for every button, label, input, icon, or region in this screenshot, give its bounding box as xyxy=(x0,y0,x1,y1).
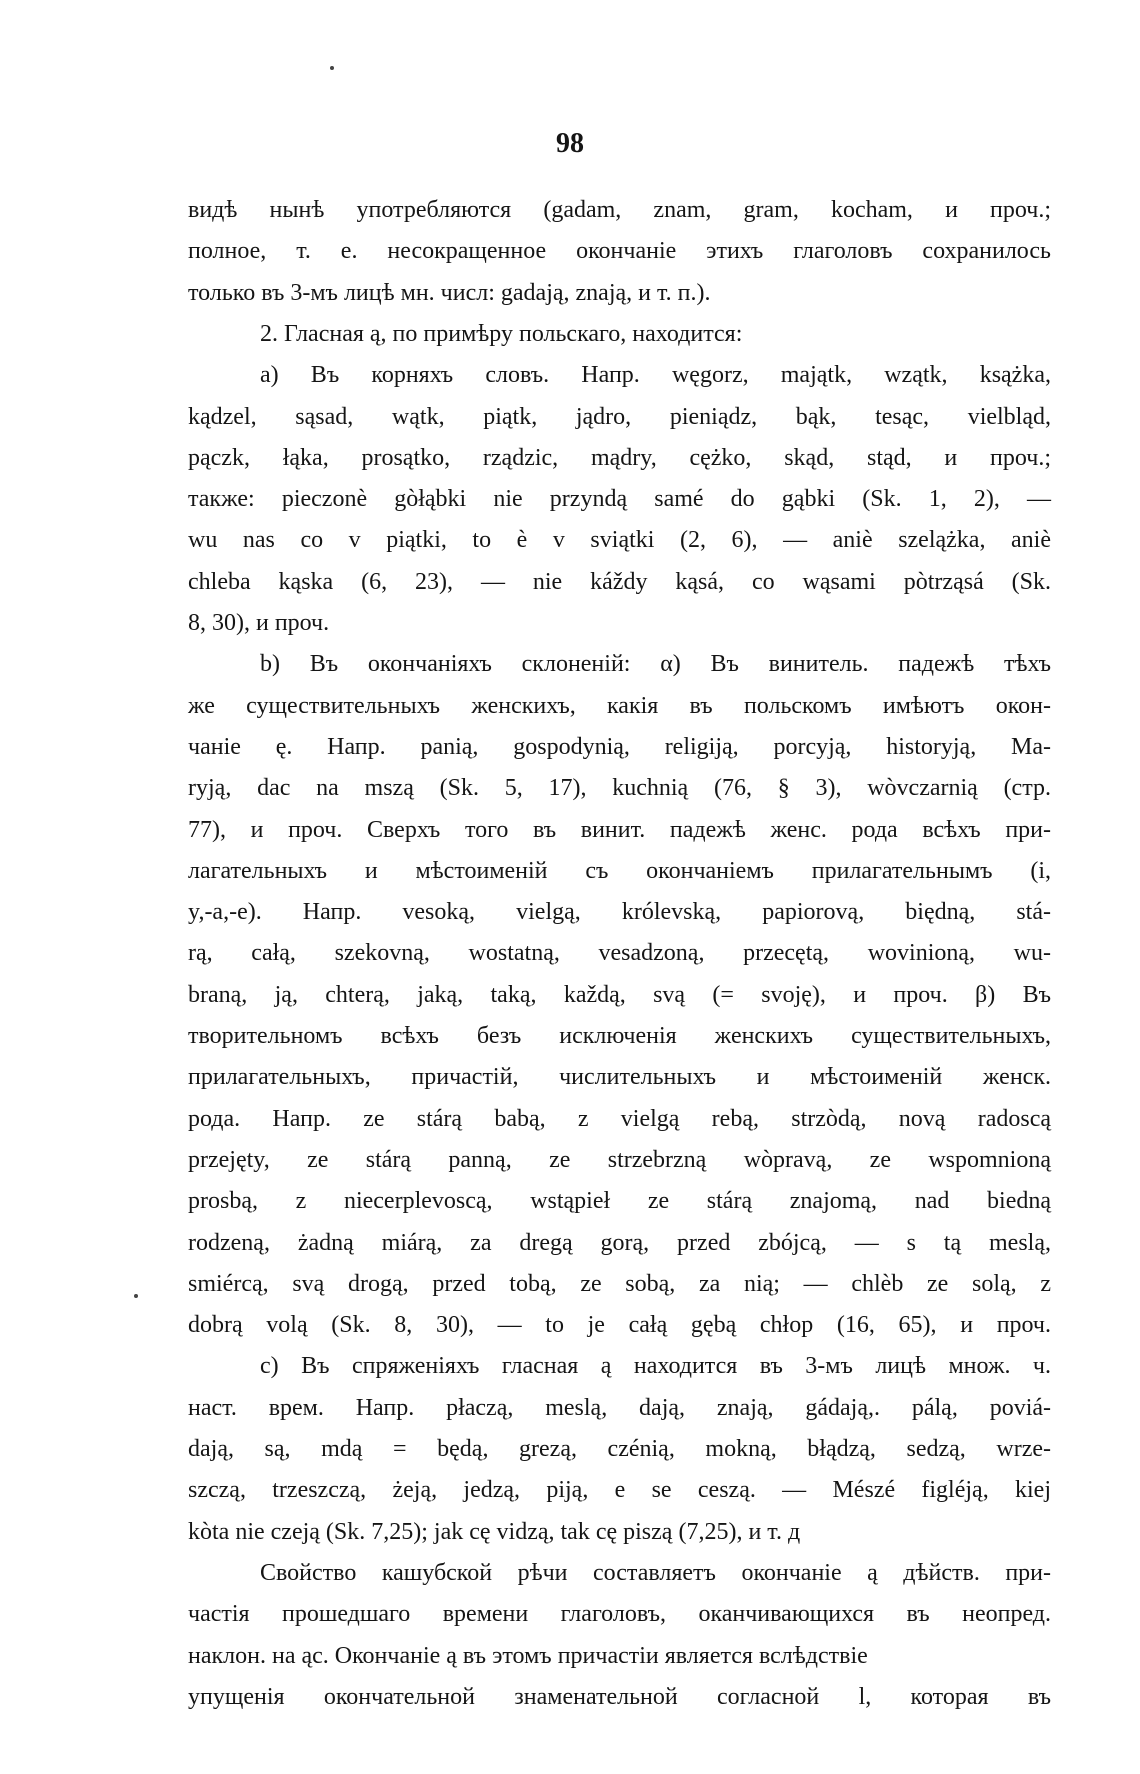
text-line: видѣ нынѣ употребляются (gadam, znam, gram, kocham, и проч.; xyxy=(188,197,1051,223)
text-line: 2. Гласная ą, по примѣру польскаго, находится: xyxy=(260,321,743,347)
text-line: 77), и проч. Сверхъ того въ винит. падежѣ женс. рода всѣхъ при- xyxy=(188,817,1051,843)
text-line: упущенія окончательной знаменательной согласной l, которая въ xyxy=(188,1684,1051,1710)
text-line: наст. врем. Напр. płaczą, meslą, dają, znają, gádają,. pálą, poviá- xyxy=(188,1395,1051,1421)
text-line: chleba kąska (6, 23), — nie káždy kąsá, co wąsami pòtrząsá (Sk. xyxy=(188,569,1051,595)
text-line: c) Въ спряженіяхъ гласная ą находится въ 3-мъ лицѣ множ. ч. xyxy=(260,1353,1051,1379)
text-line: лагательныхъ и мѣстоименій съ окончаніемъ прилагательнымъ (i, xyxy=(188,858,1051,884)
text-line: чаніе ę. Напр. panią, gospodynią, religiją, porcyją, historyją, Ma- xyxy=(188,734,1051,760)
text-line: szczą, trzeszczą, żeją, jedzą, piją, e se ceszą. — Mészé figléją, kiej xyxy=(188,1477,1051,1503)
text-line: y,-a,-e). Напр. vesoką, vielgą, królevską, papiorovą, biędną, stá- xyxy=(188,899,1051,925)
text-line: przejęty, ze stárą panną, ze strzebrzną wòpravą, ze wspomnioną xyxy=(188,1147,1051,1173)
text-line: творительномъ всѣхъ безъ исключенія женскихъ существительныхъ, xyxy=(188,1023,1051,1049)
text-line: наклон. на ąc. Окончаніе ą въ этомъ причастіи является вслѣдствіе xyxy=(188,1643,868,1669)
text-line: wu nas co v piątki, to è v sviątki (2, 6), — aniè szelążka, aniè xyxy=(188,527,1051,553)
text-line: ryją, dac na mszą (Sk. 5, 17), kuchnią (76, § 3), wòvczarnią (стр. xyxy=(188,775,1051,801)
text-line: kòta nie czeją (Sk. 7,25); jak cę vidzą, tak cę piszą (7,25), и т. д xyxy=(188,1519,801,1545)
text-line: частія прошедшаго времени глаголовъ, оканчивающихся въ неопред. xyxy=(188,1601,1051,1627)
text-line: pączk, łąka, prosątko, rządzic, mądry, cężko, skąd, stąd, и проч.; xyxy=(188,445,1051,471)
text-line: 8, 30), и проч. xyxy=(188,610,330,636)
text-line: прилагательныхъ, причастій, числительныхъ и мѣстоименій женск. xyxy=(188,1064,1051,1090)
page-number: 98 xyxy=(556,128,584,159)
text-line: также: pieczonè gòłąbki nie przyndą samé do gąbki (Sk. 1, 2), — xyxy=(188,486,1051,512)
text-line: только въ 3-мъ лицѣ мн. числ: gadają, znają, и т. п.). xyxy=(188,280,711,306)
text-line: же существительныхъ женскихъ, какія въ польскомъ имѣютъ окон- xyxy=(188,693,1051,719)
text-line: smiércą, svą drogą, przed tobą, ze sobą, za nią; — chlèb ze solą, z xyxy=(188,1271,1051,1297)
text-line: полное, т. е. несокращенное окончаніе этихъ глаголовъ сохранилось xyxy=(188,238,1051,264)
text-line: рода. Напр. ze stárą babą, z vielgą rebą, strzòdą, novą radoscą xyxy=(188,1106,1051,1132)
text-line: braną, ją, chterą, jaką, taką, každą, svą (= svoję), и проч. β) Въ xyxy=(188,982,1051,1008)
scan-speck xyxy=(330,66,334,70)
text-line: dają, są, mdą = będą, grezą, czénią, mokną, błądzą, sedzą, wrze- xyxy=(188,1436,1051,1462)
text-line: rodzeną, żadną miárą, za dregą gorą, przed zbójcą, — s tą meslą, xyxy=(188,1230,1051,1256)
text-line: rą, całą, szekovną, wostatną, vesadzoną, przecętą, wovinioną, wu- xyxy=(188,940,1051,966)
text-line: b) Въ окончаніяхъ склоненій: α) Въ винитель. падежѣ тѣхъ xyxy=(260,651,1051,677)
text-line: a) Въ корняхъ словъ. Напр. węgorz, majątk, wzątk, ksążka, xyxy=(260,362,1051,388)
text-line: prosbą, z niecerplevoscą, wstąpieł ze stárą znajomą, nad biedną xyxy=(188,1188,1051,1214)
text-line: dobrą volą (Sk. 8, 30), — to je całą gębą chłop (16, 65), и проч. xyxy=(188,1312,1051,1338)
text-line: Свойство кашубской рѣчи составляетъ окончаніе ą дѣйств. при- xyxy=(260,1560,1051,1586)
scan-speck xyxy=(134,1294,138,1298)
text-line: kądzel, sąsad, wątk, piątk, jądro, pieniądz, bąk, tesąc, vielbląd, xyxy=(188,404,1051,430)
